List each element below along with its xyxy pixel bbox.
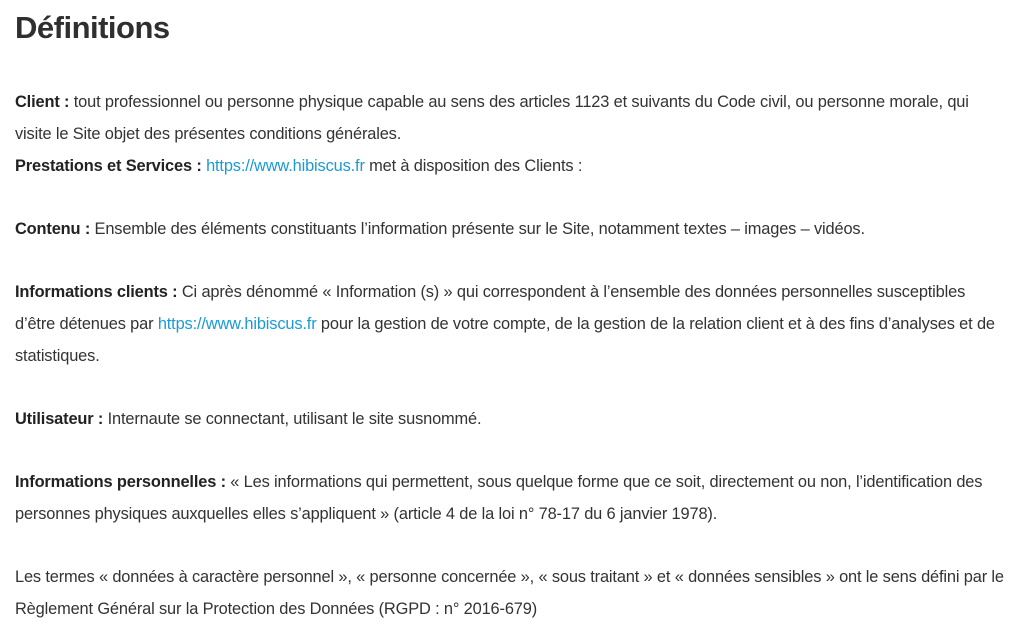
text-utilisateur: Internaute se connectant, utilisant le site susnommé.: [107, 410, 482, 428]
definition-contenu: [15, 213, 1009, 245]
text-contenu: Ensemble des éléments constituants l’information présente sur le Site, notamment textes – images – vidéos.: [94, 220, 865, 238]
definition-informations-personnelles: [15, 466, 1009, 530]
term-informations-clients: Informations clients :: [15, 283, 178, 301]
term-utilisateur: Utilisateur :: [15, 410, 104, 428]
definition-utilisateur: [15, 403, 1009, 435]
term-client: Client :: [15, 93, 70, 111]
text-informations-clients-before: Ci après dénommé « Information (s) » qui correspondent à l’ensemble des données personnelles susceptibles d’être détenues par: [15, 283, 966, 333]
term-contenu: Contenu :: [15, 220, 91, 238]
text-client: tout professionnel ou personne physique capable au sens des articles 1123 et suivants du Code civil, ou personne morale, qui visite le Site objet des présentes conditions générales.: [15, 93, 969, 143]
text-prestations: met à disposition des Clients :: [369, 157, 583, 175]
term-informations-personnelles: Informations personnelles :: [15, 473, 226, 491]
definition-prestations: [15, 150, 1009, 182]
closing-paragraph: Les termes « données à caractère personnel », « personne concernée », « sous traitant » et « données sensibles » ont le sens défini par le Règlement Général sur la Protection des Données (RGPD : n° 2016-679): [15, 568, 1004, 618]
text-informations-clients-after: pour la gestion de votre compte, de la gestion de la relation client et à des fins d’analyses et de statistiques.: [15, 315, 995, 365]
page-title: Définitions: [15, 10, 170, 45]
link-hibiscus[interactable]: https://www.hibiscus.fr: [157, 315, 317, 333]
definition-client: [15, 86, 1009, 150]
term-prestations: Prestations et Services :: [15, 157, 202, 175]
definition-informations-clients: [15, 276, 1009, 372]
link-hibiscus[interactable]: https://www.hibiscus.fr: [206, 157, 365, 175]
text-informations-personnelles: « Les informations qui permettent, sous quelque forme que ce soit, directement ou non, l’identification des personnes physiques auxquelles elles s’appliquent » (article 4 de la loi n° 78-17 du 6 janvier 1978).: [15, 473, 983, 523]
